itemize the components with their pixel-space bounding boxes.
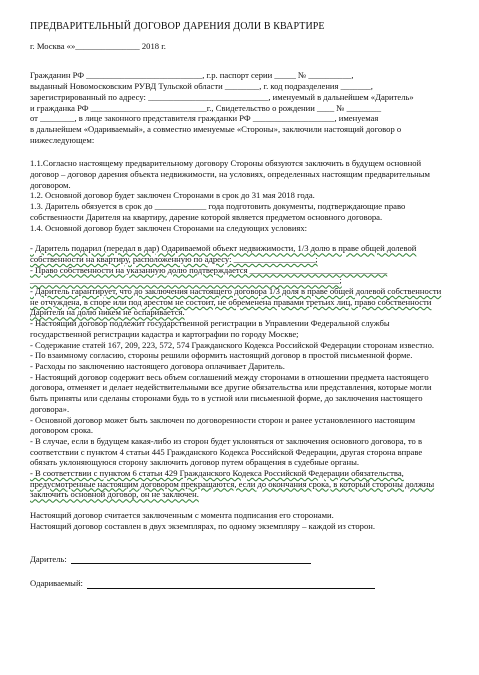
clause-1-4: 1.4. Основной договор будет заключен Сторонами на следующих условиях: (30, 222, 308, 233)
condition-item: - Настоящий договор подлежит государственной регистрации в Управлении Федеральной службы государственной регистрации кадастра и картографии по городу Москве; (30, 318, 390, 339)
condition-item: - По взаимному согласию, стороны решили оформить настоящий договор в простой письменной форме. (30, 350, 413, 361)
condition-item: - Основной договор может быть заключен по договоренности сторон и ранее установленного настоящим договором срока. (30, 414, 416, 436)
conditions-section (30, 243, 451, 500)
condition-item: - Расходы по заключению настоящего договора оплачивает Даритель. (30, 360, 285, 371)
condition-item: ________________________________________________________________________; (30, 275, 342, 286)
clause-1-1: 1.1.Согласно настоящему предварительному договору Стороны обязуются заключить в будущем основной договор – договор дарения объекта недвижимости, на условиях, определенных настоящим предварительным договором. (30, 158, 430, 190)
document-title: ПРЕДВАРИТЕЛЬНЫЙ ДОГОВОР ДАРЕНИЯ ДОЛИ В КВАРТИРЕ (30, 21, 325, 32)
parties-line: выданный Новомосковским РУВД Тульской области ________, г. код подразделения _______, (30, 81, 373, 92)
parties-line: в дальнейшем «Одариваемый», а совместно именуемые «Стороны», заключили настоящий договор о (30, 123, 402, 134)
clause-1-2: 1.2. Основной договор будет заключен Сторонами в срок до 31 мая 2018 года. (30, 190, 315, 201)
final-section (30, 510, 451, 531)
recipient-signature-label: Одариваемый: (30, 578, 83, 589)
recipient-signature-row (30, 578, 451, 589)
city-date-line: г. Москва «»_______________ 2018 г. (30, 40, 166, 51)
condition-item: - В случае, если в будущем какая-либо из сторон будет уклоняться от заключения основного договора, то в соответствии с пунктом 4 статьи 445 Гражданского Кодекса Российской Федерации, другая сторона вправе обязать уклоняющуюся сторону заключить договор путем обращения в судебные органы. (30, 435, 423, 468)
clauses-section (30, 158, 451, 233)
condition-item: - Даритель подарил (передал в дар) Одариваемой объект недвижимости, 1/3 долю в праве общей долевой собственности на квартиру, расположенную по адресу: ___________________; (30, 243, 417, 264)
final-line: Настоящий договор составлен в двух экземплярах, по одному экземпляру – каждой из сторон. (30, 520, 376, 531)
recipient-signature-line[interactable] (87, 579, 375, 589)
donor-signature-line[interactable] (71, 554, 311, 564)
parties-line: Гражданин РФ ___________________________, г.р. паспорт серии _____ № __________, (30, 70, 354, 81)
clause-1-3: 1.3. Даритель обязуется в срок до ____________ года подготовить документы, подтверждающие право собственности Дарителя на квартиру, дарение которой является предметом основного договора. (30, 201, 406, 222)
final-line: Настоящий договор считается заключенным с момента подписания его сторонами. (30, 510, 334, 521)
parties-line: от ________, в лице законного представителя гражданки РФ ___________________, именуемая (30, 113, 379, 124)
parties-line: нижеследующем: (30, 134, 95, 145)
donor-signature-row (30, 554, 451, 565)
condition-item: - Содержание статей 167, 209, 223, 572, 574 Гражданского Кодекса Российской Федерации сторонам известно. (30, 339, 435, 350)
parties-line: зарегистрированный по адресу: ____________________________, именуемый в дальнейшем «Даритель» (30, 91, 414, 102)
condition-item: - В соответствии с пунктом 6 статьи 429 Гражданского Кодекса Российской Федерации обязательства, предусмотренные настоящим договором прекращаются, если до окончания срока, в который стороны должны заключить основной договор, он не заключен. (30, 468, 435, 500)
condition-item: - Право собственности на указанную долю подтверждается ________________________________ (30, 264, 388, 275)
donor-signature-label: Даритель: (30, 553, 67, 564)
parties-line: и гражданка РФ ___________________________г., Свидетельство о рождении ____ № ________ (30, 102, 382, 113)
condition-item: - Даритель гарантирует, что до заключения настоящего договора 1/3 доля в праве общей долевой собственности не отчуждена, в споре или под арестом не состоит, не обременена правами третьих лиц, право собственности Дарителя на долю никем не оспаривается. (30, 286, 442, 318)
condition-item: - Настоящий договор содержит весь объем соглашений между сторонами в отношении предмета настоящего договора, отменяет и делает недействительными все другие обязательства или представления, которые могли быть приняты или сделаны сторонами будь то в устной или письменной форме, до заключения настоящего договора». (30, 371, 432, 414)
parties-section (30, 70, 451, 145)
